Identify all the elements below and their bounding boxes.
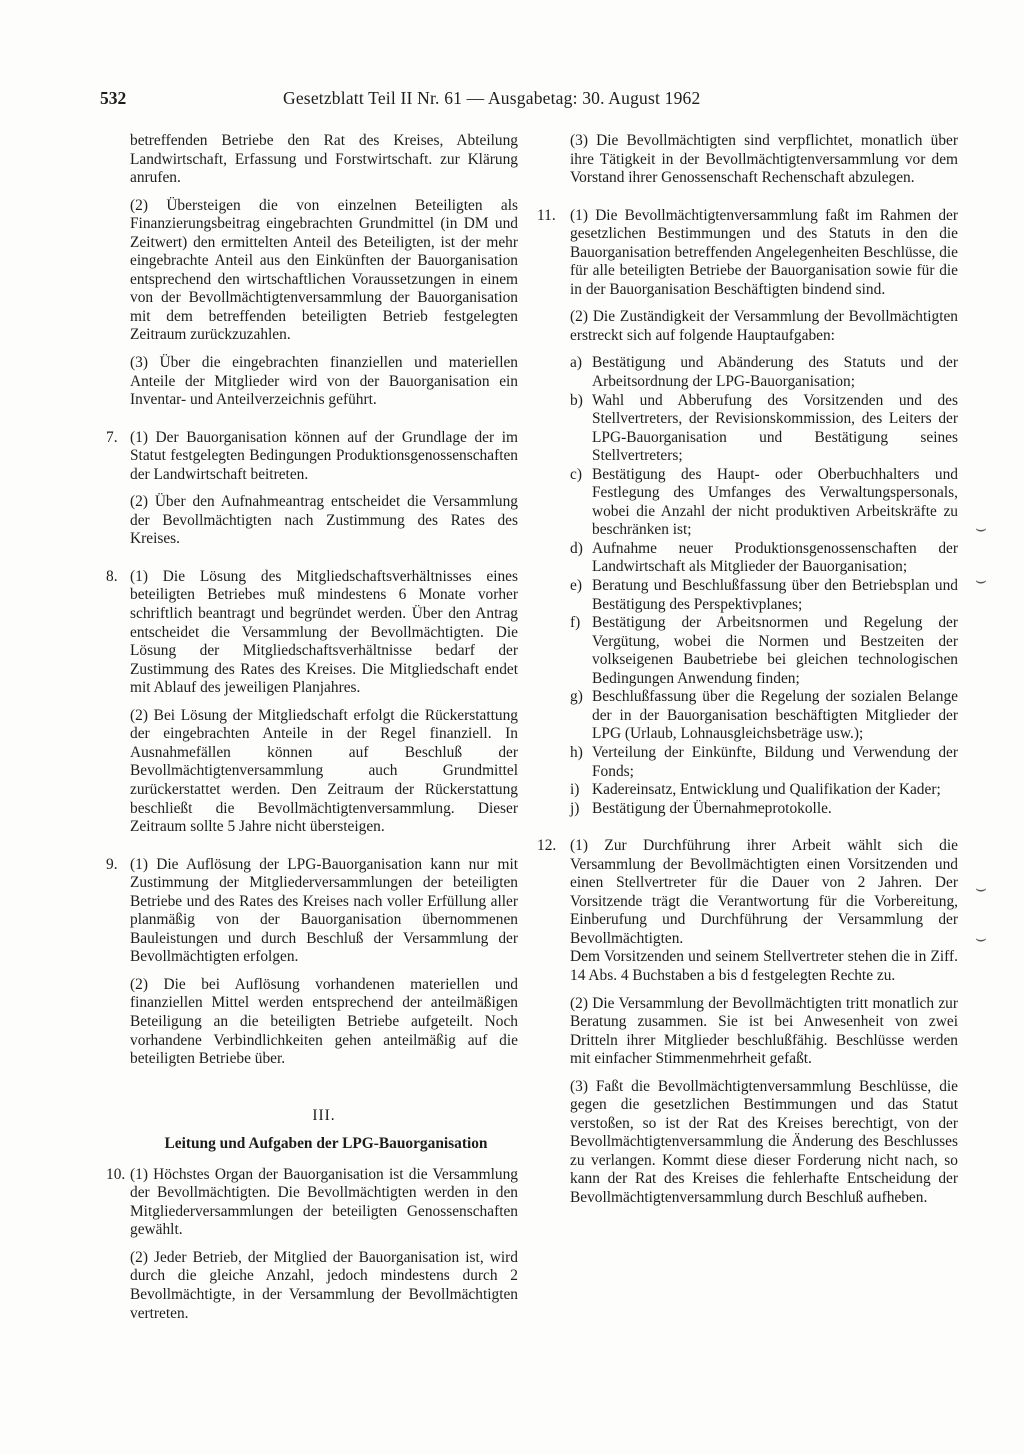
list-item-text: Beschlußfassung über die Regelung der sozialen Belange der in der Bauorganisation beschäftigten Mitglieder der LPG (Urlaub, Lohnausgleichsbeträge usw.); [592,688,958,743]
scan-mark-icon: ⌣ [975,878,987,898]
list-item [570,392,958,466]
list-item [570,781,958,800]
list-item [570,688,958,744]
list-item-text: Verteilung der Einkünfte, Bildung und Verwendung der Fonds; [592,743,958,780]
paragraph: betreffenden Betriebe den Rat des Kreises, Abteilung Landwirtschaft, Erfassung und Forstwirtschaft. zur Klärung anrufen. [130,132,518,187]
section-number: 11. [537,206,556,224]
scan-mark-icon: ⌣ [975,518,987,538]
paragraph: (2) Über den Aufnahmeantrag entscheidet die Versammlung der Bevollmächtigten nach Zustimmung des Rates des Kreises. [130,493,518,548]
paragraph: (2) Die Zuständigkeit der Versammlung der Bevollmächtigten erstreckt sich auf folgende Hauptaufgaben: [570,308,958,344]
paragraph: (2) Jeder Betrieb, der Mitglied der Bauorganisation ist, wird durch die gleiche Anzahl, jedoch mindestens durch 2 Bevollmächtigte, in der Versammlung der Bevollmächtigten vertreten. [130,1248,518,1322]
running-title: Gesetzblatt Teil II Nr. 61 — Ausgabetag: 30. August 1962 [283,88,701,108]
paragraph: (3) Die Bevollmächtigten sind verpflichtet, monatlich über ihre Tätigkeit in der Bevollmächtigtenversammlung vor dem Vorstand ihrer Genossenschaft Rechenschaft abzulegen. [570,132,958,187]
list-item [570,577,958,614]
left-column [106,132,518,1323]
section-roman-numeral: III. [312,1106,336,1124]
list-item-label: f) [570,614,581,632]
list-item-text: Beratung und Beschlußfassung über den Betriebsplan und Bestätigung des Perspektivplanes; [592,577,958,613]
list-item-label: e) [570,577,582,595]
list-item-label: i) [570,781,580,799]
paragraph: (2) Die Versammlung der Bevollmächtigten tritt monatlich zur Beratung zusammen. Sie ist bei Anwesenheit von zwei Dritteln ihrer Mitglieder beschlußfähig. Beschlüsse werden mit einfacher Stimmenmehrheit gefaßt. [570,994,958,1068]
paragraph: (3) Über die eingebrachten finanziellen und materiellen Anteile der Mitglieder wird von der Bauorganisation ein Inventar- und Anteilverzeichnis geführt. [130,354,518,409]
paragraph: (1) Zur Durchführung ihrer Arbeit wählt sich die Versammlung der Bevollmächtigten einen Vorsitzenden und einen Stellvertreter für die Dauer von 2 Jahren. Der Vorsitzende trägt die Verantwortung für die Vorbereitung, Einberufung und Durchführung der Versammlung der Bevollmächtigten. [570,837,958,947]
paragraph: (1) Die Bevollmächtigtenversammlung faßt im Rahmen der gesetzlichen Bestimmungen und des Statuts in den die Bauorganisation betreffenden Angelegenheiten Beschlüsse, die für alle beteiligten Betriebe der Bauorganisation sowie für die in der Bauorganisation Beschäftigten bindend sind. [570,206,958,298]
paragraph: (2) Übersteigen die von einzelnen Beteiligten als Finanzierungsbeitrag eingebrachten Grundmittel (in DM und Zeitwert) den ermittelten Anteil des Beteiligten, ist der mehr eingebrachte Anteil aus den Einkünften der Bauorganisation entsprechend den wirtschaftlichen Voraussetzungen in einem von der Bevollmächtigtenversammlung der Bauorganisation mit dem betreffenden beteiligten Betrieb festgelegten Zeitraum zurückzuzahlen. [130,196,518,344]
list-item [570,540,958,577]
list-item [570,614,958,688]
paragraph: (2) Bei Lösung der Mitgliedschaft erfolgt die Rückerstattung der eingebrachten Anteile in der Regel finanziell. In Ausnahmefällen können auf Beschluß der Bevollmächtigtenversammlung auch Grundmittel zurückerstattet werden. Den Zeitraum der Rückerstattung beschließt die Bevollmächtigtenversammlung. Dieser Zeitraum sollte 5 Jahre nicht übersteigen. [130,706,518,836]
section-10 [106,1165,518,1240]
list-item-text: Wahl und Abberufung des Vorsitzenden und des Stellvertreters, der Revisionskommission, des Leiters der LPG-Bauorganisation und Bestätigung seines Stellvertreters; [592,391,958,465]
list-item-text: Aufnahme neuer Produktionsgenossenschaften der Landwirtschaft als Mitglieder der Bauorganisation; [592,539,958,576]
list-item-text: Kadereinsatz, Entwicklung und Qualifikation der Kader; [592,781,941,799]
list-item-label: g) [570,688,583,706]
paragraph: (1) Die Auflösung der LPG-Bauorganisation kann nur mit Zustimmung der Mitgliederversammlungen der beteiligten Betriebe und des Rates des Kreises nach voller Erfüllung aller planmäßig von der Bauorganisation übernommenen Bauleistungen und durch Beschluß der Versammlung der Bevollmächtigten erfolgen. [130,855,518,966]
list-item-text: Bestätigung des Haupt- oder Oberbuchhalters und Festlegung des Umfanges des Verwaltungspersonals, wobei die Anzahl der nicht produktiven Arbeitskräfte zu beschränken ist; [592,465,958,539]
section-9 [106,855,518,967]
section-number: 10. [106,1165,126,1183]
list-item [570,466,958,540]
list-item-text: Bestätigung der Übernahmeprotokolle. [592,799,832,817]
paragraph: (1) Die Lösung des Mitgliedschaftsverhältnisses eines beteiligten Betriebes muß mindestens 6 Monate vorher schriftlich beantragt und begründet werden. Über den Antrag entscheidet die Versammlung der Bevollmächtigten. Die Lösung der Mitgliedschaftsverhältnisse bedarf der Zustimmung des Rates des Kreises. Die Mitgliedschaft endet mit Ablauf des jeweiligen Planjahres. [130,567,518,697]
paragraph: Dem Vorsitzenden und seinem Stellvertreter stehen die in Ziff. 14 Abs. 4 Buchstaben a bis d festgelegten Rechte zu. [570,948,958,984]
scan-mark-icon: ⌣ [975,570,987,590]
section-number: 12. [537,837,557,855]
list-item-label: h) [570,743,583,761]
list-item-label: a) [570,354,582,372]
list-item-label: d) [570,539,583,557]
section-11 [537,206,958,300]
section-8 [106,567,518,698]
list-item-text: Bestätigung der Arbeitsnormen und Regelung der Vergütung, wobei die Normen und Bestzeiten der volkseigenen Baubetriebe bei gleichen technologischen Bedingungen Anwendung finden; [592,614,958,687]
section-number: 8. [106,567,118,585]
section-12 [537,837,958,948]
section-number: 9. [106,855,118,873]
scan-mark-icon: ⌣ [975,928,987,948]
list-item-label: c) [570,465,582,483]
paragraph: (1) Der Bauorganisation können auf der Grundlage der im Statut festgelegten Bedingungen Produktionsgenossenschaften der Landwirtschaft beitreten. [130,428,518,483]
page-header [100,88,960,110]
section-number: 7. [106,428,118,446]
paragraph: (2) Die bei Auflösung vorhandenen materiellen und finanziellen Mittel werden entsprechend der anteilmäßigen Beteiligung an die beteiligten Betriebe aufgeteilt. Noch vorhandene Verbindlichkeiten gehen anteilmäßig auf die beteiligten Betriebe über. [130,975,518,1068]
list-item-label: b) [570,391,583,409]
paragraph: (3) Faßt die Bevollmächtigtenversammlung Beschlüsse, die gegen die gesetzlichen Bestimmungen und das Statut verstoßen, so ist der Rat des Kreises berechtigt, von der Bevollmächtigtenversammlung die Änderung des Beschlusses zu verlangen. Kommt diese dieser Forderung nicht nach, so kann der Rat des Kreises die fehlerhafte Entscheidung der Bevollmächtigtenversammlung durch Beschluß aufheben. [570,1077,958,1206]
list-item [570,744,958,781]
list-item [570,800,958,819]
section-heading: Leitung und Aufgaben der LPG-Bauorganisation [164,1135,488,1153]
list-item [570,354,958,391]
section-7 [106,428,518,485]
page-number: 532 [100,88,127,108]
paragraph: (1) Höchstes Organ der Bauorganisation ist die Versammlung der Bevollmächtigten. Die Bevollmächtigten werden in den Mitgliederversammlungen der beteiligten Genossenschaften gewählt. [130,1165,518,1239]
right-column [537,132,958,1208]
list-item-label: j) [570,799,580,817]
list-item-text: Bestätigung und Abänderung des Statuts und der Arbeitsordnung der LPG-Bauorganisation; [592,354,958,391]
